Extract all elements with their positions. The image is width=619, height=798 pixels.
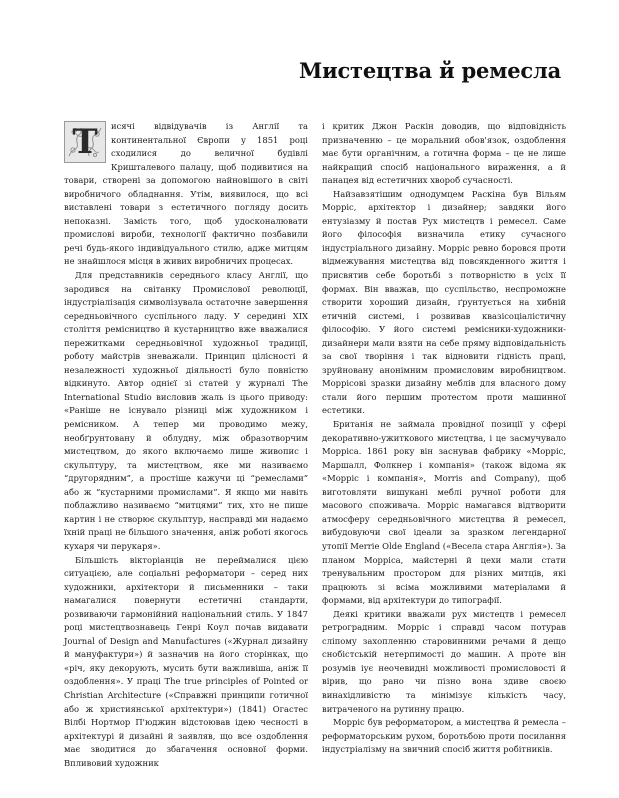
paragraph-4: і критик Джон Раскін доводив, що відповідність призначенню – це моральний обов'язок, оздоблення має бути органічним, а готична форма – це не лише найкращий спосіб національного вираження, а й панацея від естетичних хвороб сучасності. [322, 121, 566, 186]
paragraph-5: Найзавзятішим однодумцем Раскіна був Вільям Морріс, архітектор і дизайнер; завдяки його ентузіазму й постав Рух мистецтв і ремесел. Саме його філософія визначила етику сучасного індустріального дизайну. Морріс ревно боровся проти відмежування мистецтва від повсякденного життя і присвятив себе боротьбі з потворністю в усіх її формах. Він вважав, що суспільство, неспроможне створити хороший дизайн, ґрунтується на хибній етичній системі, і розвивав квазісоціалістичну філософію. У його системі ремісники-художники-дизайнери мали взяти на себе пряму відповідальність за свої творіння і так відновити гідність праці, зруйновану анонімним промисловим виробництвом. Моррісові зразки дизайну меблів для власного дому стали його першим протестом проти машинної естетики. [322, 188, 566, 416]
paragraph-6: Британія не займала провідної позиції у сфері декоративно-ужиткового мистецтва, і це засмучувало Морріса. 1861 року він заснував фабрику «Морріс, Маршалл, Фолкнер і компанія» (також відома як «Морріс і компанія», Morris and Company), щоб виготовляти вишукані меблі ручної роботи для масового споживача. Морріс намагався відтворити атмосферу середньовічного мистецтва й ремесел, вибудовуючи свої ідеали за зразком легендарної утопії Merrie Olde England («Весела стара Англія»). За планом Морріса, майстерні й цехи мали стати тренувальним простором для різних митців, які працюють зі всіма можливими матеріалами й формами, від архітектури до типографії. [322, 419, 566, 606]
paragraph-2: Для представників середнього класу Англії, що зародився на світанку Промислової революції, індустріалізація символізувала остаточне завершення середньовічного суспільного ладу. У середині XIX століття ремісництво й кустарництво вже вважалися пережитками середньовічної художньої традиції, роботу майстрів зневажали. Принцип цілісності й незалежності художньої діяльності було повністю відкинуто. Автор однієї зі статей у журналі The International Studio висловив жаль із цього приводу: «Раніше не існувало різниці між художником і ремісником. А тепер ми проводимо межу, необґрунтовану й облудну, між образотворчим мистецтвом, до якого включаємо лише живопис і скульптуру, та мистецтвом, яке ми називаємо “другорядним”, а простіше кажучи ці “ремеслами” або ж “кустарними промислами”. Я якщо ми навіть поблажливо називаємо “митцями” тих, хто не пише картин і не створює скульптур, насправді ми надаємо їхній праці не більшого значення, аніж роботі якогось кухаря чи перукаря». [64, 270, 308, 551]
paragraph-1: исячі відвідувачів із Англії та континентальної Європи у 1851 році сходилися до величної будівлі Кришталевого палацу, щоб подивитися на товари, створені за допомогою найновішого в світі виробничого обладнання. Утім, виявилося, що всі виставлені товари з естетичного погляду досить непоказні. Замість того, щоб удосконалювати промислові вироби, технології фактично позбавили речі будь-якого індивідуального стилю, адже митцям не знайшлося місця в живих виробничих процесах. [64, 121, 308, 267]
left-column [64, 120, 308, 770]
ornamental-dropcap [64, 121, 106, 163]
right-column [322, 120, 566, 757]
page-title: Мистецтва й ремесла [299, 58, 561, 83]
paragraph-7: Деякі критики вважали рух мистецтв і ремесел ретроградним. Морріс і справді часом потурав сліпому захопленню старовинними речами й дещо снобістській нетерпимості до машин. А проте він розумів іує неочевидні можливості промисловості й вірив, що рано чи пізно вона здиве своєю винахідливістю та мінімізує кількість часу, витраченого на рутинну працю. [322, 608, 566, 714]
dropcap-letter: Т [72, 122, 98, 162]
paragraph-8: Морріс був реформатором, а мистецтва й ремесла – реформаторським рухом, боротьбою проти посилання індустріалізму на звичний спосіб життя робітників. [322, 717, 566, 755]
paragraph-3: Більшість вікторіанців не переймалися цією ситуацією, але соціальні реформатори – серед них художники, архітектори й письменники – таки намагалися повернути естетичні стандарти, розвиваючи гармонійний національний стиль. У 1847 році мистецтвознавець Генрі Коул почав видавати Journal of Design and Manufactures («Журнал дизайну й мануфактури») й зазначив на його сторінках, що «річ, яку декорують, мусить бути важливіша, аніж її оздоблення». У праці The true principles of Pointed or Christian Architecture («Справжні принципи готичної або ж християнської архітектури») (1841) Огастес Вілбі Нортмор П'юджин відстоював ідею чесності в архітектурі й дизайні й заявляв, що все оздоблення має зводитися до збагачення основної форми. Впливовий художник [64, 554, 308, 768]
